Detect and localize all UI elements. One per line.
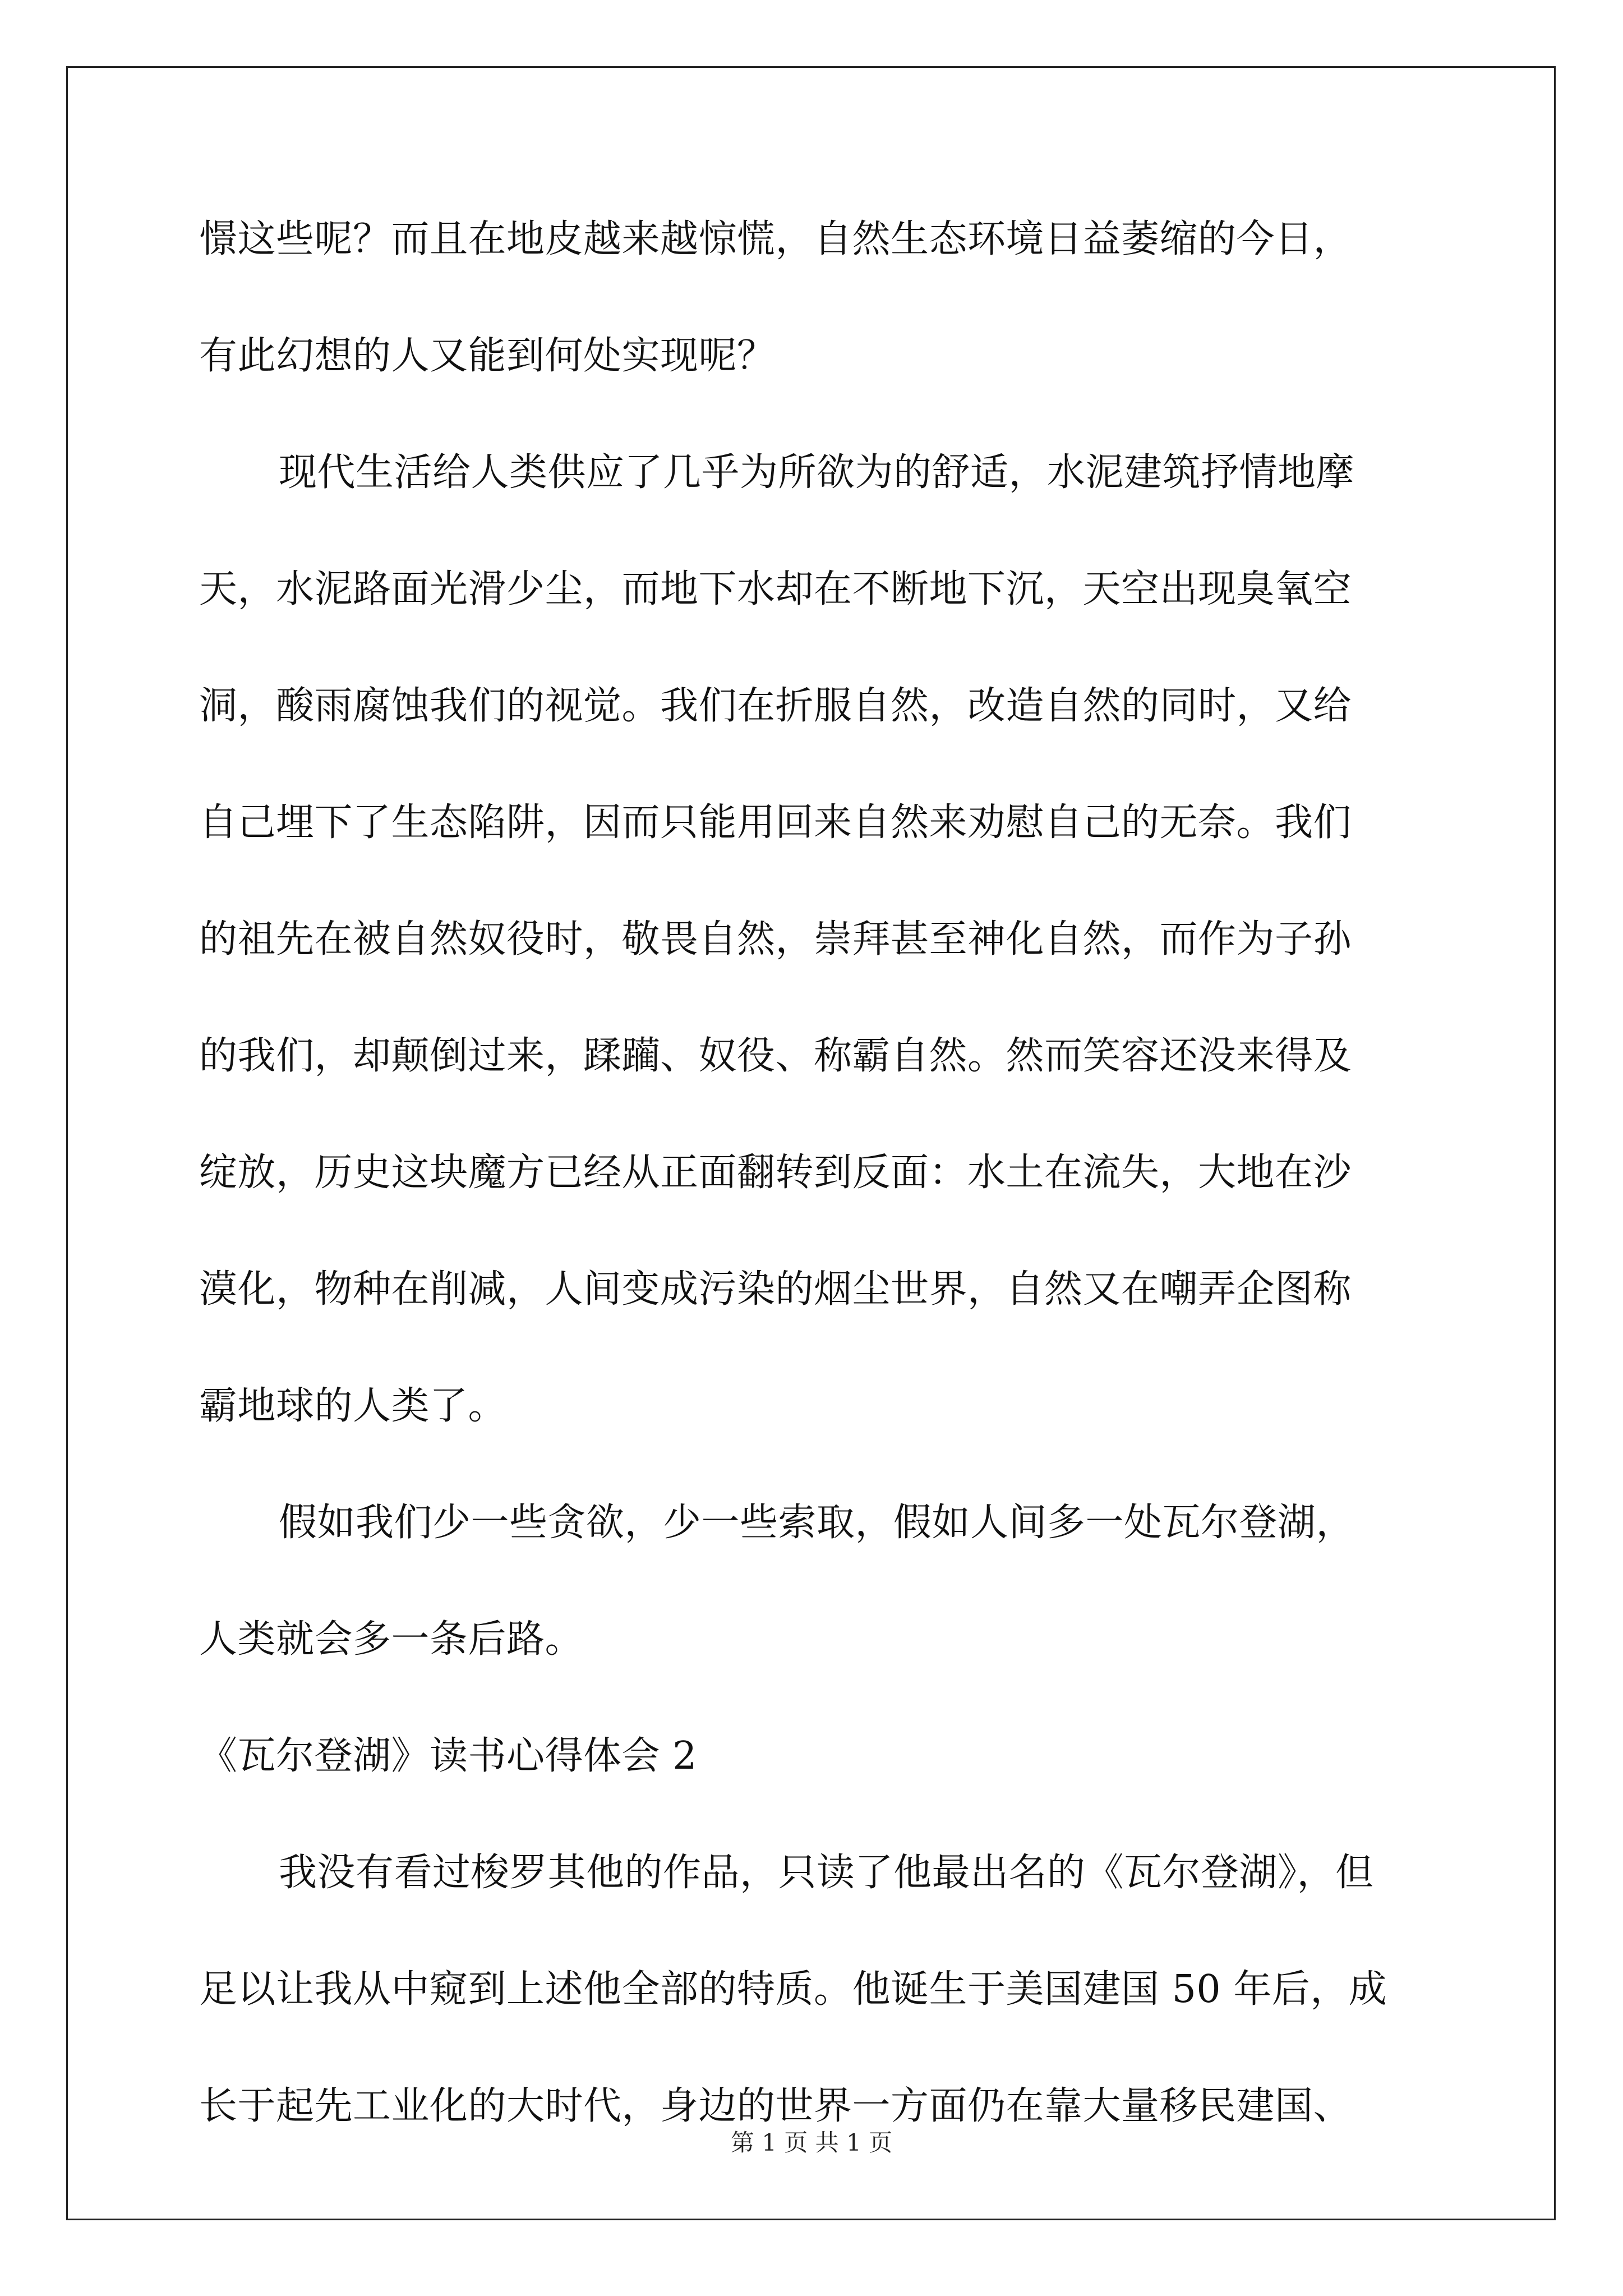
text-line: 长于起先工业化的大时代，身边的世界一方面仍在靠大量移民建国、 [199, 2084, 1352, 2128]
text-line: 的祖先在被自然奴役时，敬畏自然，崇拜甚至神化自然，而作为子孙 [199, 917, 1352, 961]
text-line: 自己埋下了生态陷阱，因而只能用回来自然来劝慰自己的无奈。我们 [199, 800, 1352, 845]
document-body [199, 210, 1427, 2136]
text-line: 的我们，却颠倒过来，蹂躏、奴役、称霸自然。然而笑容还没来得及 [199, 1034, 1352, 1078]
text-line: 洞，酸雨腐蚀我们的视觉。我们在折服自然，改造自然的同时，又给 [199, 684, 1352, 728]
page-number: 第 1 页 共 1 页 [730, 2129, 893, 2156]
text-line: 我没有看过梭罗其他的作品，只读了他最出名的《瓦尔登湖》，但 [279, 1851, 1374, 1895]
text-line: 漠化，物种在削减，人间变成污染的烟尘世界，自然又在嘲弄企图称 [199, 1267, 1352, 1312]
paragraph-2 [199, 444, 1427, 1435]
paragraph-4 [199, 1844, 1427, 2136]
section-heading [199, 1727, 1427, 1786]
text-line: 有此幻想的人又能到何处实现呢？ [199, 334, 776, 378]
text-line: 人类就会多一条后路。 [199, 1617, 584, 1662]
page-footer [0, 2129, 1623, 2157]
paragraph-1 [199, 210, 1427, 385]
text-line: 足以让我从中窥到上述他全部的特质。他诞生于美国建国 50 年后，成 [199, 1967, 1387, 2012]
heading-line: 《瓦尔登湖》读书心得体会 2 [199, 1734, 697, 1778]
text-line: 假如我们少一些贪欲，少一些索取，假如人间多一处瓦尔登湖， [279, 1501, 1355, 1545]
text-line: 霸地球的人类了。 [199, 1384, 507, 1428]
paragraph-3 [199, 1494, 1427, 1669]
text-line: 绽放，历史这块魔方已经从正面翻转到反面：水土在流失，大地在沙 [199, 1151, 1352, 1195]
text-line: 天，水泥路面光滑少尘，而地下水却在不断地下沉，天空出现臭氧空 [199, 567, 1352, 611]
text-line: 憬这些呢？而且在地皮越来越惊慌，自然生态环境日益萎缩的今日， [199, 217, 1352, 261]
text-line: 现代生活给人类供应了几乎为所欲为的舒适，水泥建筑抒情地摩 [279, 450, 1355, 495]
